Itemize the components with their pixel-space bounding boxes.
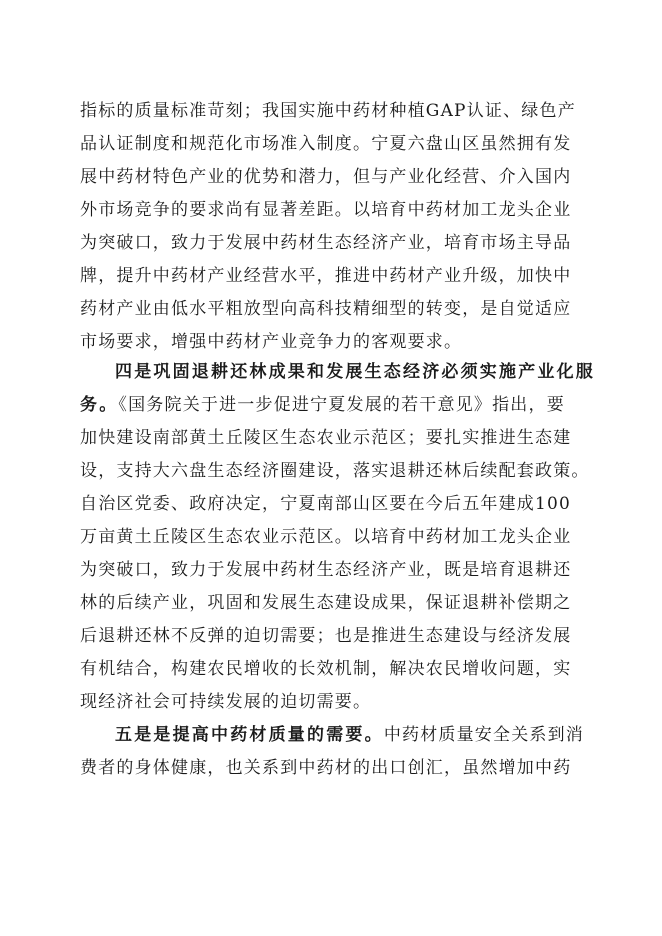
text-line: 为突破口，致力于发展中药材生态经济产业，培育市场主导品	[80, 233, 572, 253]
text-line: 为突破口，致力于发展中药材生态经济产业，既是培育退耕还	[80, 560, 572, 580]
text-line: 药材产业由低水平粗放型向高科技精细型的转变，是自觉适应	[80, 299, 572, 319]
text-line: 自治区党委、政府决定，宁夏南部山区要在今后五年建成100	[80, 494, 572, 514]
text-line: 指标的质量标准苛刻；我国实施中药材种植GAP认证、绿色产	[80, 101, 576, 121]
text-line: 加快建设南部黄土丘陵区生态农业示范区；要扎实推进生态建	[80, 428, 572, 448]
text-line	[115, 720, 585, 750]
text-line: 现经济社会可持续发展的迫切需要。	[80, 692, 372, 712]
text-line: 后退耕还林不反弹的迫切需要；也是推进生态建设与经济发展	[80, 626, 572, 646]
text-line: 展中药材特色产业的优势和潜力，但与产业化经营、介入国内	[80, 167, 572, 187]
text-run: 《国务院关于进一步促进宁夏发展的若干意见》指出，要	[118, 395, 565, 415]
text-line: 有机结合，构建农民增收的长效机制，解决农民增收问题，实	[80, 659, 572, 679]
text-run: 中药材质量安全关系到消	[383, 725, 585, 745]
paragraph-heading: 五是是提高中药材质量的需要。	[115, 725, 384, 745]
paragraph-heading-end: 务。	[80, 395, 119, 415]
text-line: 品认证制度和规范化市场准入制度。宁夏六盘山区虽然拥有发	[80, 134, 572, 154]
text-line: 设，支持大六盘生态经济圈建设，落实退耕还林后续配套政策。	[80, 461, 590, 481]
paragraph-heading: 四是巩固退耕还林成果和发展生态经济必须实施产业化服	[115, 362, 595, 382]
text-line: 牌，提升中药材产业经营水平，推进中药材产业升级，加快中	[80, 266, 572, 286]
text-line: 万亩黄土丘陵区生态农业示范区。以培育中药材加工龙头企业	[80, 527, 572, 547]
text-line: 林的后续产业，巩固和发展生态建设成果，保证退耕补偿期之	[80, 593, 572, 613]
text-line	[80, 390, 582, 420]
text-line: 外市场竞争的要求尚有显著差距。以培育中药材加工龙头企业	[80, 200, 572, 220]
text-line: 费者的身体健康，也关系到中药材的出口创汇，虽然增加中药	[80, 758, 572, 778]
text-line: 市场要求，增强中药材产业竞争力的客观要求。	[80, 332, 463, 352]
